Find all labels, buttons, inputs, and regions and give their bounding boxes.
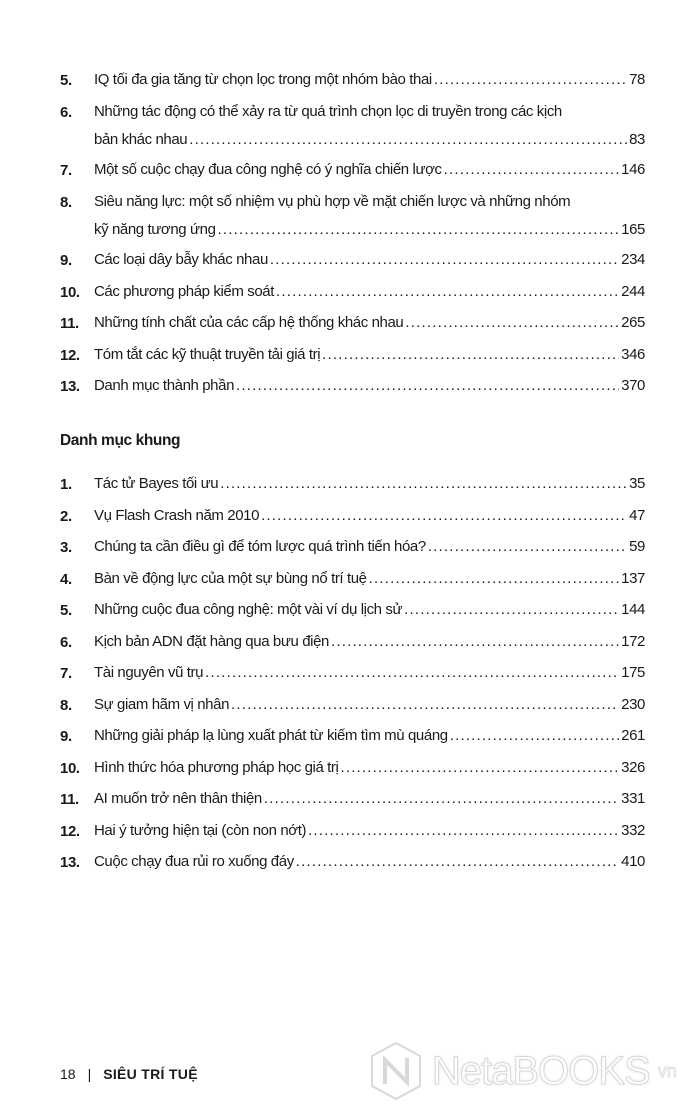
dot-leader bbox=[264, 785, 619, 814]
entry-title: Những tính chất của các cấp hệ thống khác nhau bbox=[94, 314, 404, 331]
entry-title: Sự giam hãm vị nhân bbox=[94, 695, 230, 713]
entry-page: 83 bbox=[629, 131, 645, 148]
netabooks-hexagon-icon bbox=[368, 1040, 424, 1102]
entry-page: 78 bbox=[629, 71, 645, 88]
toc-entry bbox=[60, 659, 645, 689]
entry-title: IQ tối đa gia tăng từ chọn lọc trong một nhóm bào thai bbox=[94, 71, 432, 88]
toc-entry bbox=[60, 278, 645, 308]
entry-title: Kịch bản ADN đặt hàng qua bưu điện bbox=[94, 632, 329, 650]
dot-leader bbox=[261, 502, 627, 531]
watermark-tld: vn bbox=[657, 1060, 677, 1081]
entry-title: Hình thức hóa phương pháp học giá trị bbox=[94, 758, 339, 776]
toc-entry bbox=[60, 596, 645, 626]
entry-number: 7. bbox=[60, 665, 72, 682]
entry-number: 12. bbox=[60, 346, 80, 364]
entry-number: 12. bbox=[60, 822, 80, 840]
entry-page: 165 bbox=[621, 221, 645, 238]
dot-leader bbox=[236, 372, 619, 401]
book-title: SIÊU TRÍ TUỆ bbox=[103, 1066, 198, 1082]
entry-number: 8. bbox=[60, 193, 72, 211]
entry-number: 9. bbox=[60, 252, 72, 269]
toc-entry bbox=[60, 341, 645, 371]
dot-leader bbox=[340, 754, 619, 783]
toc-entry bbox=[60, 246, 645, 276]
entry-title: Danh mục thành phần bbox=[94, 377, 235, 394]
entry-title-continued: bản khác nhau bbox=[94, 131, 188, 148]
entry-page: 326 bbox=[621, 758, 645, 776]
entry-number: 3. bbox=[60, 539, 72, 556]
dot-leader bbox=[231, 691, 619, 720]
entry-page: 261 bbox=[621, 727, 645, 744]
entry-page: 234 bbox=[621, 251, 645, 268]
entry-title: Các loại dây bẫy khác nhau bbox=[94, 251, 268, 268]
dot-leader bbox=[450, 722, 619, 751]
toc-entry bbox=[60, 66, 645, 96]
entry-number: 11. bbox=[60, 791, 79, 808]
section-heading: Danh mục khung bbox=[60, 432, 181, 449]
entry-page: 265 bbox=[621, 314, 645, 331]
dot-leader bbox=[331, 628, 619, 657]
entry-page: 230 bbox=[621, 695, 645, 713]
entry-title: Chúng ta cần điều gì để tóm lược quá trình tiến hóa? bbox=[94, 538, 426, 555]
entry-page: 59 bbox=[629, 538, 645, 555]
toc-entry bbox=[60, 188, 645, 245]
toc-entry bbox=[60, 754, 645, 784]
entry-title: Một số cuộc chạy đua công nghệ có ý nghĩa chiến lược bbox=[94, 161, 442, 178]
entry-number: 5. bbox=[60, 602, 72, 619]
entry-number: 10. bbox=[60, 759, 80, 777]
entry-title: Những giải pháp lạ lùng xuất phát từ kiếm tìm mù quáng bbox=[94, 727, 448, 744]
entry-page: 175 bbox=[621, 664, 645, 681]
entry-title: Tóm tắt các kỹ thuật truyền tải giá trị bbox=[94, 345, 321, 363]
entry-number: 6. bbox=[60, 103, 72, 121]
entry-title: Tài nguyên vũ trụ bbox=[94, 664, 204, 681]
entry-number: 8. bbox=[60, 696, 72, 714]
dot-leader bbox=[296, 848, 619, 877]
entry-page: 172 bbox=[621, 632, 645, 650]
toc-entry bbox=[60, 565, 645, 595]
page-number: 18 bbox=[60, 1066, 76, 1082]
entry-page: 137 bbox=[621, 569, 645, 587]
entry-page: 346 bbox=[621, 345, 645, 363]
entry-number: 5. bbox=[60, 72, 72, 89]
dot-leader bbox=[276, 278, 619, 307]
watermark-brand: NetaBOOKS bbox=[432, 1048, 650, 1093]
toc-entry bbox=[60, 628, 645, 658]
dot-leader bbox=[444, 156, 620, 185]
entry-title: Tác tử Bayes tối ưu bbox=[94, 475, 219, 492]
entry-title-continued: kỹ năng tương ứng bbox=[94, 221, 216, 238]
entry-title: Bàn về động lực của một sự bùng nổ trí tuệ bbox=[94, 569, 367, 587]
list-of-boxes bbox=[60, 470, 645, 880]
entry-page: 35 bbox=[629, 475, 645, 492]
toc-entry bbox=[60, 372, 645, 402]
dot-leader bbox=[205, 659, 619, 688]
toc-entry bbox=[60, 722, 645, 752]
entry-page: 47 bbox=[629, 506, 645, 524]
entry-title: Những cuộc đua công nghệ: một vài ví dụ lịch sử bbox=[94, 601, 403, 618]
entry-number: 4. bbox=[60, 570, 72, 588]
entry-page: 146 bbox=[621, 161, 645, 178]
toc-entry bbox=[60, 309, 645, 339]
entry-number: 2. bbox=[60, 507, 72, 525]
dot-leader bbox=[434, 66, 627, 95]
dot-leader bbox=[308, 817, 619, 846]
entry-title: Những tác động có thể xảy ra từ quá trình chọn lọc di truyền trong các kịch bbox=[94, 102, 562, 120]
toc-entry bbox=[60, 691, 645, 721]
entry-page: 332 bbox=[621, 821, 645, 839]
entry-number: 9. bbox=[60, 728, 72, 745]
footer-separator: | bbox=[87, 1066, 92, 1082]
dot-leader bbox=[404, 596, 619, 625]
toc-entry bbox=[60, 533, 645, 563]
entry-title: Vụ Flash Crash năm 2010 bbox=[94, 506, 260, 524]
dot-leader bbox=[322, 341, 619, 370]
entry-title: Hai ý tưởng hiện tại (còn non nớt) bbox=[94, 821, 307, 839]
entry-page: 331 bbox=[621, 790, 645, 807]
entry-page: 410 bbox=[621, 853, 645, 870]
dot-leader bbox=[189, 126, 627, 155]
entry-number: 13. bbox=[60, 378, 80, 395]
toc-entry bbox=[60, 785, 645, 815]
toc-entry bbox=[60, 817, 645, 847]
entry-title: AI muốn trở nên thân thiện bbox=[94, 790, 262, 807]
entry-title: Siêu năng lực: một số nhiệm vụ phù hợp về mặt chiến lược và những nhóm bbox=[94, 192, 571, 210]
list-of-tables bbox=[60, 66, 645, 404]
entry-number: 11. bbox=[60, 315, 79, 332]
entry-number: 13. bbox=[60, 854, 80, 871]
entry-title: Các phương pháp kiểm soát bbox=[94, 282, 274, 300]
dot-leader bbox=[220, 470, 627, 499]
toc-entry bbox=[60, 156, 645, 186]
page-footer bbox=[60, 1066, 198, 1082]
watermark-logo bbox=[368, 1040, 677, 1102]
entry-number: 7. bbox=[60, 162, 72, 179]
entry-page: 144 bbox=[621, 601, 645, 618]
dot-leader bbox=[270, 246, 619, 275]
toc-entry bbox=[60, 502, 645, 532]
dot-leader bbox=[369, 565, 620, 594]
entry-page: 244 bbox=[621, 282, 645, 300]
dot-leader bbox=[218, 216, 620, 245]
entry-number: 6. bbox=[60, 633, 72, 651]
entry-page: 370 bbox=[621, 377, 645, 394]
toc-entry bbox=[60, 848, 645, 878]
entry-number: 1. bbox=[60, 476, 72, 493]
entry-title: Cuộc chạy đua rủi ro xuống đáy bbox=[94, 853, 294, 870]
toc-entry bbox=[60, 98, 645, 155]
toc-entry bbox=[60, 470, 645, 500]
dot-leader bbox=[405, 309, 619, 338]
dot-leader bbox=[428, 533, 627, 562]
entry-number: 10. bbox=[60, 283, 80, 301]
